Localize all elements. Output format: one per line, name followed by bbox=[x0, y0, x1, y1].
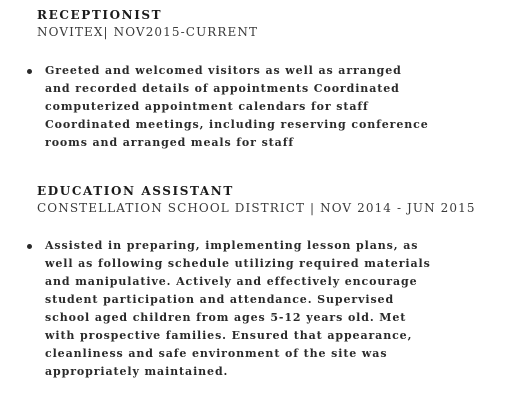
bullet-line: student participation and attendance. Supervised bbox=[45, 293, 395, 306]
bullet-line: well as following schedule utilizing required materials bbox=[45, 257, 431, 270]
bullet-line: computerized appointment calendars for staff bbox=[45, 100, 369, 113]
job-title: RECEPTIONIST bbox=[37, 8, 163, 22]
bullet-icon bbox=[27, 244, 32, 249]
job-entry-receptionist bbox=[37, 7, 507, 41]
bullet-line: Assisted in preparing, implementing lesson plans, as bbox=[45, 239, 419, 252]
bullet-icon bbox=[27, 69, 32, 74]
job-employer-dates: CONSTELLATION SCHOOL DISTRICT | NOV 2014 - JUN 2015 bbox=[37, 201, 476, 215]
bullet-line: rooms and arranged meals for staff bbox=[45, 136, 294, 149]
bullet-line: with prospective families. Ensured that appearance, bbox=[45, 329, 413, 342]
job-title: EDUCATION ASSISTANT bbox=[37, 184, 234, 198]
bullet-text bbox=[45, 62, 495, 152]
job-entry-education-assistant bbox=[37, 183, 507, 217]
job-bullet bbox=[27, 62, 497, 154]
job-bullet bbox=[27, 237, 497, 385]
bullet-line: and manipulative. Actively and effectively encourage bbox=[45, 275, 418, 288]
bullet-line: Coordinated meetings, including reserving conference bbox=[45, 118, 429, 131]
bullet-line: school aged children from ages 5-12 years old. Met bbox=[45, 311, 407, 324]
bullet-line: and recorded details of appointments Coordinated bbox=[45, 82, 400, 95]
bullet-line: appropriately maintained. bbox=[45, 365, 229, 378]
bullet-line: cleanliness and safe environment of the site was bbox=[45, 347, 388, 360]
bullet-text bbox=[45, 237, 495, 381]
job-employer-dates: NOVITEX| NOV2015-CURRENT bbox=[37, 25, 259, 39]
bullet-line: Greeted and welcomed visitors as well as arranged bbox=[45, 64, 402, 77]
